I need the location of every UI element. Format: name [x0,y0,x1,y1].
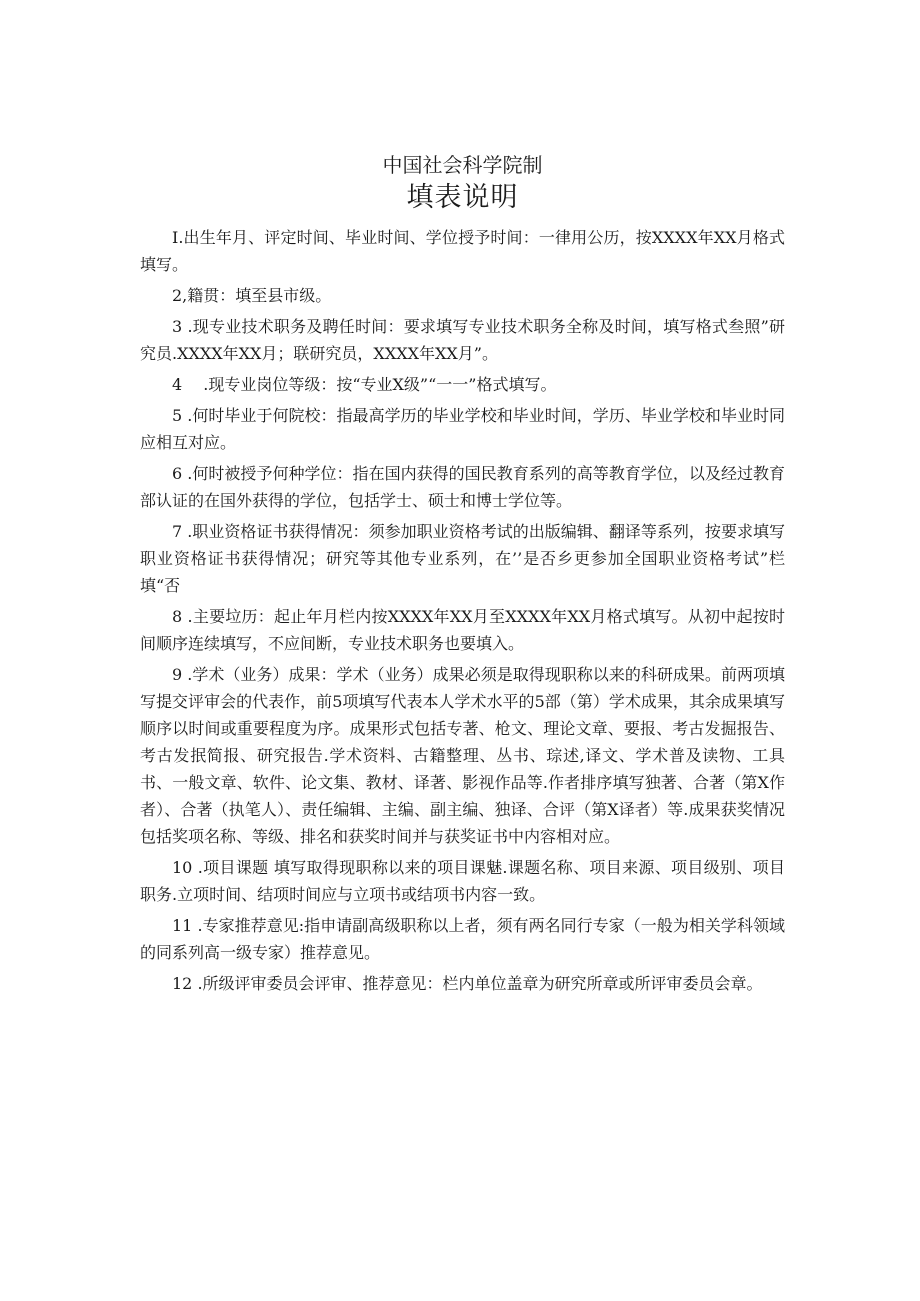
instruction-item-1: I.出生年月、评定时间、毕业时间、学位授予时间：一律用公历，按XXXX年XX月格式填写。 [140,228,785,274]
instruction-item-5: 5 .何时毕业于何院校：指最高学历的毕业学校和毕业时间，学历、毕业学校和毕业时同应相互对应。 [140,406,785,452]
instruction-item-7: 7 .职业资格证书获得情况：须参加职业资格考试的出版编辑、翻译等系列，按要求填写职业资格证书获得情况；研究等其他专业系列，在’’是否乡更参加全国职业资格考试”栏填“否 [140,522,785,595]
instruction-item-9: 9 .学术（业务）成果：学术（业务）成果必须是取得现职称以来的科研成果。前两项填写提交评审会的代表作，前5项填写代表本人学术水平的5部（第）学术成果，其余成果填写顺序以时间或重要程度为序。成果形式包括专著、枪文、理论文章、要报、考古发掘报告、考古发抿简报、研究报告.学术资料、古籍整理、丛书、琮述,译文、学术普及读物、工具书、一般文章、软件、论文集、教材、译著、影视作品等.作者排序填写独著、合著（第X作者）、合著（执笔人）、责任编辑、主编、副主编、独译、合评（第X译者）等.成果获奖情况包括奖项名称、等级、排名和获奖时间并与获奖证书中内容相对应。 [140,665,785,846]
issuing-organization: 中国社会科学院制 [382,153,543,177]
instruction-item-4: 4 .现专业岗位等级：按“专业X级”“一一”格式填写。 [172,375,557,394]
instruction-list [140,224,785,997]
instruction-item-12: 12 .所级评审委员会评审、推荐意见：栏内单位盖章为研究所章或所评审委员会章。 [172,974,763,993]
instruction-item-11: 11 .专家推荐意见:指申请副高级职称以上者，须有两名同行专家（一般为相关学科领域的同系列高一级专家）推荐意见。 [140,916,785,962]
instruction-item-10: 10 .项目课题 填写取得现职称以来的项目课魅.课题名称、项目来源、项目级别、项目职务.立项时间、结项时间应与立项书或结项书内容一致。 [140,858,785,904]
instruction-item-2: 2,籍贯：填至县市级。 [172,286,332,305]
instruction-item-3: 3 .现专业技术职务及聘任时间：要求填写专业技术职务全称及时间，填写格式叁照”研究员.XXXX年XX月；联研究员，XXXX年XX月”。 [140,317,785,363]
document-title: 填表说明 [406,182,519,213]
instruction-item-6: 6 .何时被授予何种学位：指在国内获得的国民教育系列的高等教育学位，以及经过教育部认证的在国外获得的学位，包括学士、硕士和博士学位等。 [140,464,785,510]
document-page [140,150,785,1001]
instruction-item-8: 8 .主要垃历：起止年月栏内按XXXX年XX月至XXXX年XX月格式填写。从初中起按时间顺序连续填写，不应间断，专业技术职务也要填入。 [140,607,785,653]
